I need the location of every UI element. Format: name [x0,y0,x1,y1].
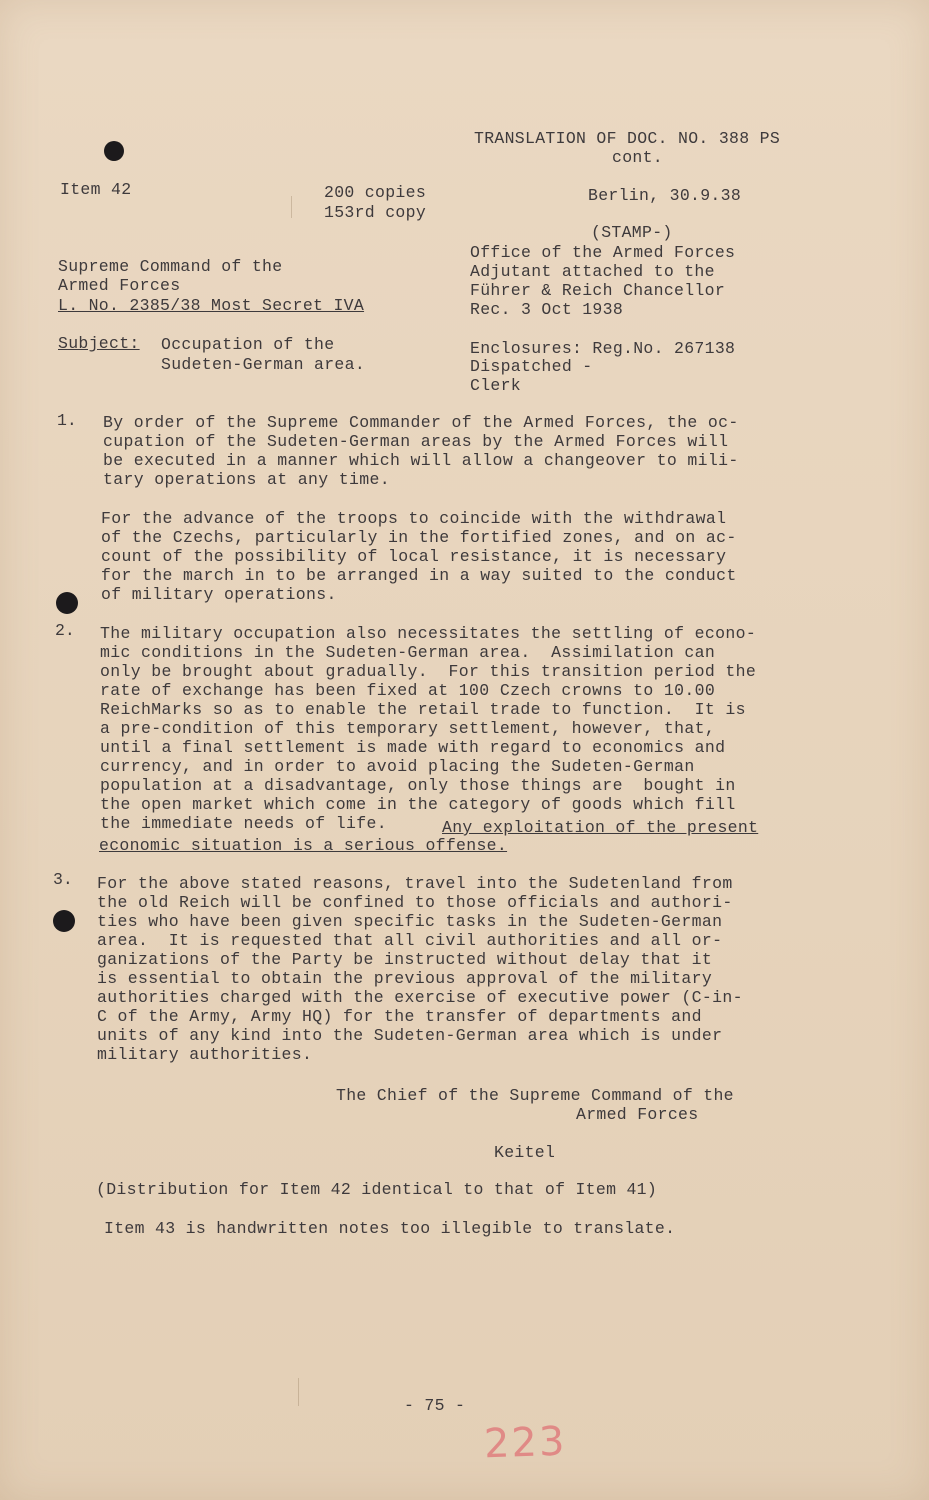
sender-line: Armed Forces [58,276,181,295]
punch-hole [104,141,124,161]
archive-stamp-number: 223 [483,1418,568,1468]
paper-crease [298,1378,299,1406]
signature-title: Armed Forces [576,1105,699,1124]
translation-cont: cont. [612,148,664,167]
dispatched-line: Dispatched - [470,357,593,376]
paragraph-3: For the above stated reasons, travel into the Sudetenland from the old Reich will be confined to those officials and authori- ties who have been given specific tasks in the Sudeten-German area. It is requested that all civil authorities and all or- ganizations of the Party be instructed without delay that it is essential to obtain the previous approval of the military authorities charged with the exercise of executive power (C-in- C of the Army, Army HQ) for the transfer of departments and units of any kind into the Sudeten-German area which is under military authorities. [97,874,743,1064]
subject-line: Sudeten-German area. [161,355,366,374]
paragraph-1: By order of the Supreme Commander of the Armed Forces, the oc- cupation of the Sudeten-German areas by the Armed Forces will be executed in a manner which will allow a changeover to mili- tary operations at any time. [103,413,739,489]
stamp-line: Office of the Armed Forces [470,243,736,262]
distribution-note: (Distribution for Item 42 identical to that of Item 41) [96,1180,658,1199]
paragraph-2-underlined: Any exploitation of the present [442,818,759,837]
copies-count: 200 copies [324,183,427,202]
paragraph-2: The military occupation also necessitates the settling of econo- mic conditions in the Sudeten-German area. Assimilation can only be brought about gradually. For this transition period the rate of exchange has been fixed at 100 Czech crowns to 10.00 ReichMarks so as to enable the retail trade to function. It is a pre-condition of this temporary settlement, however, that, until a final settlement is made with regard to economics and currency, and in order to avoid placing the Sudeten-German population at a disadvantage, only those things are bought in the open market which come in the category of goods which fill the immediate needs of life. [100,624,757,833]
stamp-line: Rec. 3 Oct 1938 [470,300,624,319]
punch-hole [56,592,78,614]
stamp-line: Führer & Reich Chancellor [470,281,726,300]
sender-line: Supreme Command of the [58,257,283,276]
enclosures-line: Enclosures: Reg.No. 267138 [470,339,736,358]
stamp-line: Adjutant attached to the [470,262,715,281]
punch-hole [53,910,75,932]
paragraph-number: 1. [57,411,77,430]
item-43-note: Item 43 is handwritten notes too illegible to translate. [104,1219,676,1238]
stamp-label: (STAMP-) [591,223,673,242]
subject-line: Occupation of the [161,335,335,354]
signature-title: The Chief of the Supreme Command of the [336,1086,734,1105]
translation-title: TRANSLATION OF DOC. NO. 388 PS [474,129,781,148]
reference-number: L. No. 2385/38 Most Secret IVA [58,296,365,315]
subject-label: Subject: [58,334,140,353]
signature-name: Keitel [494,1143,556,1162]
paragraph-1b: For the advance of the troops to coincide with the withdrawal of the Czechs, particularly in the fortified zones, and on ac- count of the possibility of local resistance, it is necessary for the march in to be arranged in a way suited to the conduct of military operations. [101,509,737,604]
document-date: Berlin, 30.9.38 [588,186,742,205]
paragraph-number: 3. [53,870,73,889]
clerk-line: Clerk [470,376,522,395]
paper-crease [291,196,292,218]
copy-number: 153rd copy [324,203,427,222]
paragraph-number: 2. [55,621,75,640]
item-label: Item 42 [60,180,132,199]
paragraph-2-underlined: economic situation is a serious offense. [99,836,508,855]
page-number: - 75 - [404,1396,466,1415]
